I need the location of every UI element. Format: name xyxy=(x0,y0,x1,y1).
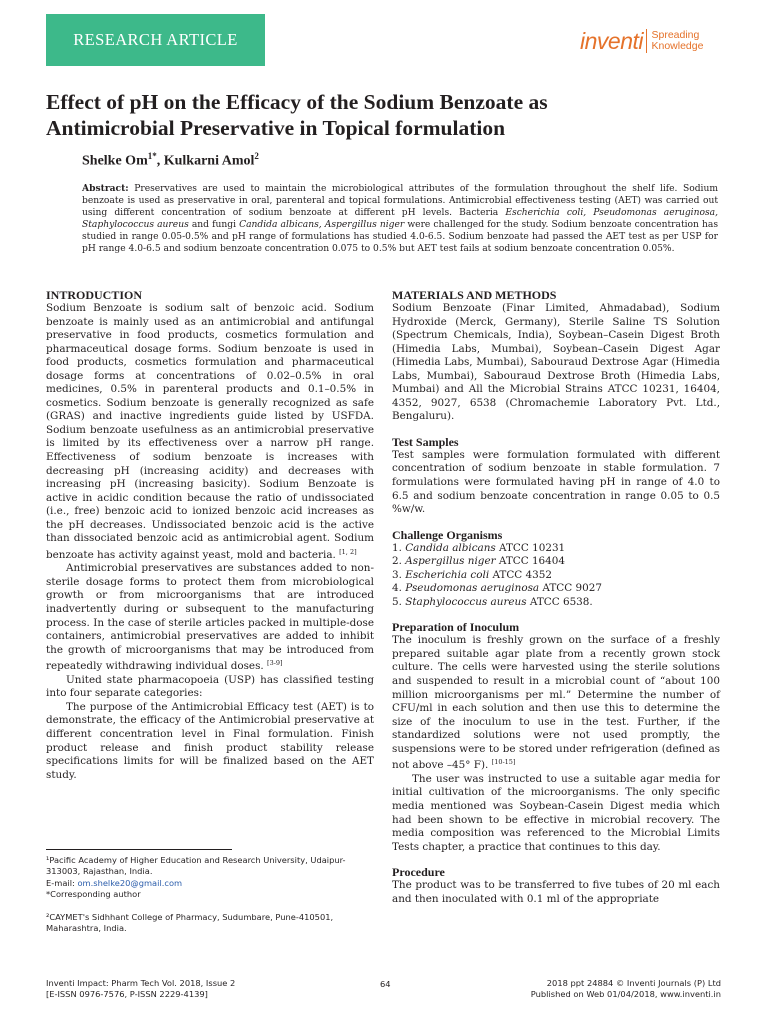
intro-p1-text: Sodium Benzoate is sodium salt of benzoic acid. Sodium benzoate is mainly used as an antimicrobial and antifungal preservative in food products, cosmetics formulation and pharmaceutical dosage forms. Sodium benzoate is used in food products, cosmetics formulation and pharmaceutical dosage forms at concentrations of 0.02–0.5% in oral medicines, 0.5% in parenteral products and 0.1–0.5% in cosmetics. Sodium benzoate is generally recognized as safe (GRAS) and inactive ingredients guide listed by USFDA. Sodium benzoate usefulness as an antimicrobial preservative is limited by its effectiveness over a narrow pH range. Effectiveness of sodium benzoate is increases with decreasing pH (increasing acidity) and decreases with increasing pH (increasing basicity). Sodium Benzoate is active in acidic condition because the ratio of undissociated (i.e., free) benzoic acid to ionized benzoic acid increases as the pH decreases. Undissociated benzoic acid is the active than dissociated benzoic acid as antimicrobial agent. Sodium benzoate has activity against yeast, mold and bacteria. xyxy=(46,302,374,561)
journal-issue: Inventi Impact: Pharm Tech Vol. 2018, Issue 2 xyxy=(46,978,236,988)
email-link[interactable]: om.shelke20@gmail.com xyxy=(77,877,183,888)
affiliation-footnotes xyxy=(46,855,376,934)
abstract-fungi: Candida albicans, Aspergillus niger xyxy=(239,219,405,230)
author-2: Kulkarni Amol xyxy=(163,153,255,169)
abstract-text-3: were challenged for the study. Sodium benzoate concentration has studied in range 0.05-0.5% and pH range of formulations has studied 4.0-6.5. Sodium benzoate had passed the AET test as per USP for pH range 4.0-6.5 and sodium benzoate concentration 0.075 to 0.5% but AET test fails at sodium benzoate concentration 0.05%. xyxy=(82,219,718,254)
test-samples-heading: Test Samples xyxy=(392,434,459,449)
intro-paragraph-3: United state pharmacopoeia (USP) has classified testing into four separate categories: xyxy=(46,673,374,700)
corresponding-author: *Corresponding author xyxy=(46,889,141,900)
logo-tagline-2: Knowledge xyxy=(651,40,704,52)
title-line-1: Effect of pH on the Efficacy of the Sodium Benzoate as xyxy=(46,90,548,114)
page-number: 64 xyxy=(380,979,391,989)
right-column xyxy=(392,288,720,906)
affiliation-1: ¹Pacific Academy of Higher Education and Research University, Udaipur-313003, Rajasthan, India. xyxy=(46,855,346,877)
procedure-heading: Procedure xyxy=(392,865,445,880)
footnote-divider xyxy=(46,849,232,850)
title-line-2: Antimicrobial Preservative in Topical formulation xyxy=(46,116,506,140)
journal-issn: [E-ISSN 0976-7576, P-ISSN 2229-4139] xyxy=(46,989,208,1000)
inoculum-p1-text: The inoculum is freshly grown on the surface of a freshly prepared suitable agar plate from a recently grown stock culture. The cells were harvested using the sterile solutions and suspended to result in a microbial count of “about 100 million microorganisms per ml.” Determine the number of CFU/ml in each solution and then use this to determine the size of the inoculum to use in the test. Further, if the standardized solutions were not used promptly, the suspensions were to be stored under refrigeration (defined as not above –45° F). xyxy=(392,634,720,772)
author-1-affiliation: 1* xyxy=(147,151,157,161)
logo-tagline xyxy=(651,30,703,52)
list-item xyxy=(392,569,720,583)
author-separator: , xyxy=(156,153,164,169)
logo-tagline-1: Spreading xyxy=(651,29,700,41)
abstract-label: Abstract: xyxy=(82,183,129,194)
list-item xyxy=(392,582,720,596)
intro-paragraph-2 xyxy=(46,562,374,673)
organism-name: Candida albicans xyxy=(405,541,496,554)
organism-name: Pseudomonas aeruginosa xyxy=(405,582,540,595)
introduction-heading: INTRODUCTION xyxy=(46,288,143,302)
citation: [10-15] xyxy=(491,758,516,767)
intro-paragraph-1 xyxy=(46,302,374,562)
logo-divider xyxy=(646,29,648,53)
inoculum-paragraph-1 xyxy=(392,634,720,772)
list-number: 5. xyxy=(392,595,402,608)
test-samples-paragraph: Test samples were formulation formulated with different concentration of sodium benzoate in stable formulation. 7 formulations were formulated having pH in range of 4.0 to 6.5 and sodium benzoate concentration in range 0.05 to 0.5 %w/w. xyxy=(392,448,720,516)
email-line xyxy=(46,878,376,889)
atcc-number: ATCC 4352 xyxy=(489,568,552,581)
challenge-organisms-heading: Challenge Organisms xyxy=(392,527,503,542)
intro-paragraph-4: The purpose of the Antimicrobial Efficacy test (AET) is to demonstrate, the efficacy of the Antimicrobial preservative at different concentration level in Final formulation. Finish product release and finish product stability release specifications limits for will be finalized based on the AET study. xyxy=(46,700,374,781)
intro-p2-text: Antimicrobial preservatives are substances added to non-sterile dosage forms to protect them from microbiological growth or from microorganisms that are introduced inadvertently during or subsequent to the manufacturing process. In the case of sterile articles packed in multiple-dose containers, antimicrobial preservatives are added to inhibit the growth of microorganisms that may be introduced from repeatedly withdrawing individual doses. xyxy=(46,562,374,673)
banner-label: RESEARCH ARTICLE xyxy=(73,30,238,49)
logo-word: inventi xyxy=(580,27,643,54)
organism-name: Aspergillus niger xyxy=(405,555,496,568)
list-number: 1. xyxy=(392,541,402,554)
list-number: 2. xyxy=(392,555,402,568)
list-number: 3. xyxy=(392,568,402,581)
organism-name: Staphylococcus aureus xyxy=(405,595,527,608)
inventi-logo xyxy=(580,27,703,55)
inoculum-heading: Preparation of Inoculum xyxy=(392,620,520,635)
research-article-banner xyxy=(46,14,265,66)
author-list xyxy=(82,151,259,170)
author-2-affiliation: 2 xyxy=(254,151,259,161)
publication-info xyxy=(531,978,721,1000)
copyright: 2018 ppt 24884 © Inventi Journals (P) Ltd xyxy=(546,978,721,988)
abstract-text-1: Preservatives are used to maintain the microbiological attributes of the formulation throughout the shelf life. Sodium benzoate is used as preservative in oral, parenteral and topical formulations. Antimicrobial effectiveness testing (AET) was carried out using different concentration of sodium benzoate at different pH levels. Bacteria xyxy=(82,184,718,218)
abstract-text-2: and fungi xyxy=(188,219,240,230)
affiliation-2: ²CAYMET's Sidhhant College of Pharmacy, Sudumbare, Pune-410501, Maharashtra, India. xyxy=(46,911,334,934)
citation: [1, 2] xyxy=(339,547,357,556)
author-1: Shelke Om xyxy=(82,153,148,169)
atcc-number: ATCC 9027 xyxy=(539,582,602,595)
list-item xyxy=(392,555,720,569)
list-item xyxy=(392,542,720,556)
list-item xyxy=(392,596,720,610)
published-date: Published on Web 01/04/2018, www.inventi.in xyxy=(530,989,721,1000)
abstract-bacteria: Escherichia coli, Pseudomonas aeruginosa, Staphylococcus aureus xyxy=(82,207,718,230)
citation: [3-9] xyxy=(267,659,283,668)
atcc-number: ATCC 10231 xyxy=(495,541,566,554)
inoculum-paragraph-2: The user was instructed to use a suitable agar media for initial cultivation of the microorganisms. The only specific media mentioned was Soybean-Casein Digest media which had been shown to be effective in microbial recovery. The media composition was referenced to the Microbial Limits Tests chapter, a practice that continues to this day. xyxy=(392,772,720,853)
left-column xyxy=(46,288,374,782)
organism-list xyxy=(392,542,720,610)
list-number: 4. xyxy=(392,582,402,595)
materials-heading: MATERIALS AND METHODS xyxy=(392,288,557,302)
abstract xyxy=(82,183,718,255)
organism-name: Escherichia coli xyxy=(405,568,490,581)
atcc-number: ATCC 6538. xyxy=(526,595,593,608)
atcc-number: ATCC 16404 xyxy=(495,555,566,568)
journal-info xyxy=(46,978,235,1000)
email-label: E-mail: xyxy=(46,877,78,888)
procedure-paragraph: The product was to be transferred to five tubes of 20 ml each and then inoculated with 0.1 ml of the appropriate xyxy=(392,879,720,905)
materials-paragraph: Sodium Benzoate (Finar Limited, Ahmadabad), Sodium Hydroxide (Merck, Germany), Sterile Saline TS Solution (Spectrum Chemicals, India), Soybean–Casein Digest Broth (Himedia Labs, Mumbai), Soybean–Casein Digest Agar (Himedia Labs, Mumbai), Sabouraud Dextrose Agar (Himedia Labs, Mumbai), Sabouraud Dextrose Broth (Himedia Labs, Mumbai) and All the Microbial Strains ATCC 10231, 16404, 4352, 9027, 6538 (Chromachemie Laboratory Pvt. Ltd., Bengaluru). xyxy=(392,302,720,423)
article-title xyxy=(46,89,706,141)
